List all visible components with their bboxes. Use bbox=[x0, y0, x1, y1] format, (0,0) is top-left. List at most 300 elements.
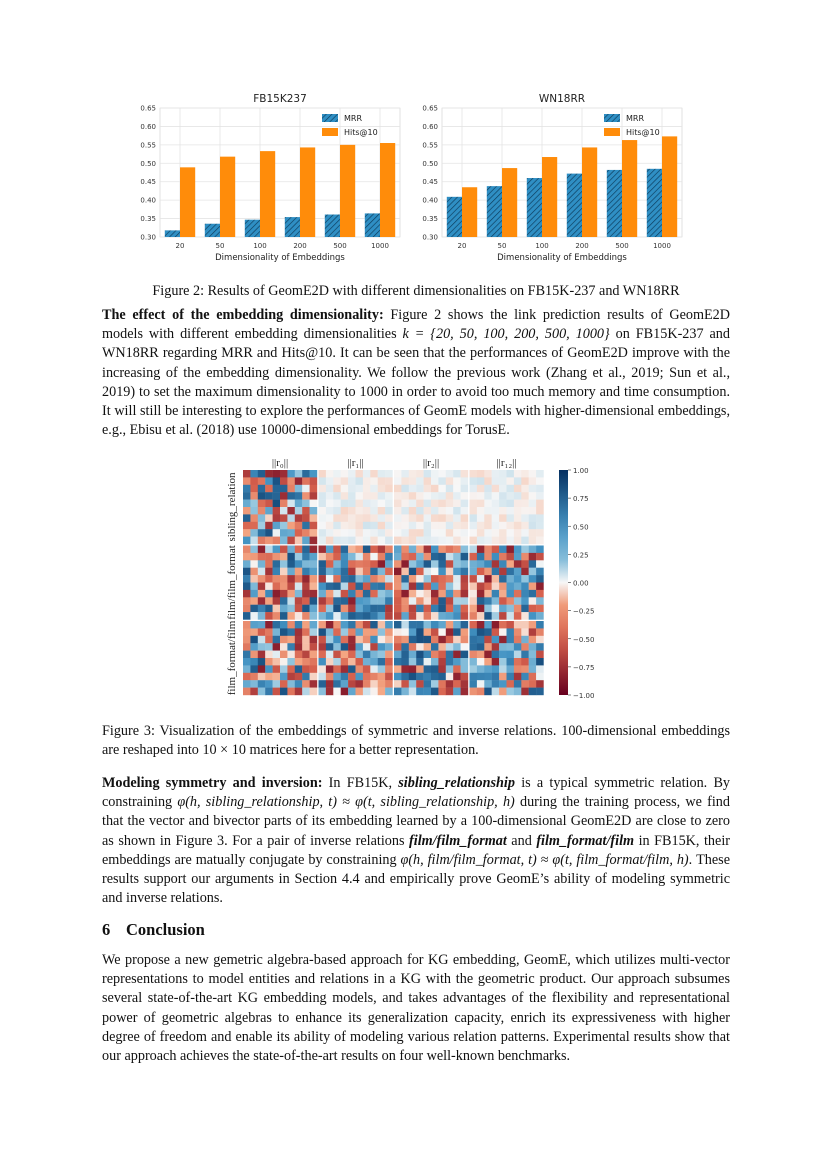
heatmap-cell bbox=[409, 658, 417, 666]
heatmap-cell bbox=[424, 537, 432, 545]
heatmap-cell bbox=[378, 665, 386, 673]
heatmap-cell bbox=[394, 514, 402, 522]
heatmap-cell bbox=[310, 605, 318, 613]
heatmap-cell bbox=[484, 612, 492, 620]
heatmap-cell bbox=[258, 680, 266, 688]
heatmap-column-label: ||r₁₂|| bbox=[496, 457, 517, 469]
heatmap-cell bbox=[484, 553, 492, 561]
heatmap-cell bbox=[453, 628, 461, 636]
heatmap-cell bbox=[424, 583, 432, 591]
heatmap-cell bbox=[409, 636, 417, 644]
heatmap-cell bbox=[370, 470, 378, 478]
heatmap-cell bbox=[341, 477, 349, 485]
heatmap-cell bbox=[461, 605, 469, 613]
heatmap-cell bbox=[258, 575, 266, 583]
heatmap-cell bbox=[514, 500, 522, 508]
heatmap-cell bbox=[273, 583, 281, 591]
heatmap-cell bbox=[273, 575, 281, 583]
heatmap-cell bbox=[507, 553, 515, 561]
heatmap-cell bbox=[438, 597, 446, 605]
heatmap-cell bbox=[401, 628, 409, 636]
heatmap-cell bbox=[280, 665, 288, 673]
heatmap-cell bbox=[536, 507, 544, 515]
heatmap-cell bbox=[536, 605, 544, 613]
heatmap-cell bbox=[416, 636, 424, 644]
heatmap-cell bbox=[416, 492, 424, 500]
legend-swatch-mrr bbox=[322, 114, 338, 122]
heatmap-cell bbox=[438, 522, 446, 530]
y-tick-label: 0.60 bbox=[422, 122, 438, 131]
heatmap-cell bbox=[250, 470, 258, 478]
heatmap-cell bbox=[521, 651, 529, 659]
heatmap-cell bbox=[258, 583, 266, 591]
heatmap-cell bbox=[477, 665, 485, 673]
heatmap-cell bbox=[341, 597, 349, 605]
heatmap-cell bbox=[470, 636, 478, 644]
heatmap-cell bbox=[484, 492, 492, 500]
heatmap-cell bbox=[265, 546, 273, 554]
heatmap-cell bbox=[477, 500, 485, 508]
heatmap-cell bbox=[258, 560, 266, 568]
heatmap-cell bbox=[326, 546, 334, 554]
heatmap-cell bbox=[492, 651, 500, 659]
heatmap-cell bbox=[409, 680, 417, 688]
x-tick-label: 500 bbox=[615, 242, 629, 250]
heatmap-cell bbox=[273, 651, 281, 659]
heatmap-cell bbox=[378, 470, 386, 478]
heatmap-cell bbox=[424, 680, 432, 688]
heatmap-cell bbox=[385, 605, 393, 613]
heatmap-cell bbox=[484, 477, 492, 485]
heatmap-cell bbox=[536, 500, 544, 508]
heatmap-cell bbox=[461, 507, 469, 515]
heatmap-cell bbox=[461, 583, 469, 591]
heatmap-cell bbox=[477, 485, 485, 493]
figure3-heatmap bbox=[225, 452, 595, 715]
heatmap-cell bbox=[250, 628, 258, 636]
heatmap-cell bbox=[273, 590, 281, 598]
heatmap-cell bbox=[492, 529, 500, 537]
heatmap-cell bbox=[536, 680, 544, 688]
heatmap-cell bbox=[348, 485, 356, 493]
heatmap-cell bbox=[431, 665, 439, 673]
heatmap-cell bbox=[356, 643, 364, 651]
heatmap-cell bbox=[499, 673, 507, 681]
heatmap-cell bbox=[529, 597, 537, 605]
heatmap-cell bbox=[409, 522, 417, 530]
heatmap-cell bbox=[348, 507, 356, 515]
heatmap-cell bbox=[258, 665, 266, 673]
heatmap-cell bbox=[514, 477, 522, 485]
heatmap-cell bbox=[378, 507, 386, 515]
heatmap-cell bbox=[453, 658, 461, 666]
heatmap-cell bbox=[378, 546, 386, 554]
heatmap-cell bbox=[521, 470, 529, 478]
math-symmetry: φ(h, sibling_relationship, t) ≈ φ(t, sibling_relationship, h) bbox=[177, 794, 515, 811]
heatmap-cell bbox=[514, 643, 522, 651]
heatmap-cell bbox=[470, 477, 478, 485]
heatmap-cell bbox=[378, 651, 386, 659]
heatmap-cell bbox=[470, 485, 478, 493]
heatmap-cell bbox=[499, 568, 507, 576]
heatmap-cell bbox=[273, 500, 281, 508]
heatmap-cell bbox=[484, 529, 492, 537]
heatmap-cell bbox=[363, 673, 371, 681]
heatmap-cell bbox=[273, 597, 281, 605]
heatmap-cell bbox=[295, 560, 303, 568]
heatmap-cell bbox=[484, 485, 492, 493]
heatmap-cell bbox=[470, 575, 478, 583]
heatmap-cell bbox=[409, 583, 417, 591]
heatmap-cell bbox=[363, 643, 371, 651]
heatmap-cell bbox=[319, 688, 327, 696]
heatmap-cell bbox=[370, 665, 378, 673]
heatmap-cell bbox=[363, 605, 371, 613]
heatmap-cell bbox=[461, 643, 469, 651]
heatmap-cell bbox=[453, 485, 461, 493]
heatmap-cell bbox=[492, 507, 500, 515]
x-tick-label: 20 bbox=[457, 242, 467, 250]
heatmap-cell bbox=[438, 553, 446, 561]
x-tick-label: 200 bbox=[575, 242, 589, 250]
heatmap-cell bbox=[258, 628, 266, 636]
heatmap-cell bbox=[484, 470, 492, 478]
heatmap-cell bbox=[378, 485, 386, 493]
heatmap-cell bbox=[514, 688, 522, 696]
heatmap-cell bbox=[250, 560, 258, 568]
heatmap-cell bbox=[333, 500, 341, 508]
x-axis-label: Dimensionality of Embeddings bbox=[497, 253, 627, 263]
x-tick-label: 50 bbox=[497, 242, 507, 250]
heatmap-cell bbox=[265, 597, 273, 605]
paragraph-lead: The effect of the embedding dimensionality: bbox=[102, 307, 384, 323]
heatmap-cell bbox=[378, 636, 386, 644]
heatmap-cell bbox=[295, 605, 303, 613]
heatmap-cell bbox=[250, 522, 258, 530]
heatmap-cell bbox=[370, 673, 378, 681]
heatmap-cell bbox=[416, 688, 424, 696]
heatmap-cell bbox=[514, 636, 522, 644]
heatmap-cell bbox=[295, 477, 303, 485]
heatmap-cell bbox=[477, 537, 485, 545]
heatmap-cell bbox=[431, 628, 439, 636]
heatmap-cell bbox=[370, 605, 378, 613]
heatmap-cell bbox=[514, 612, 522, 620]
heatmap-cell bbox=[446, 546, 454, 554]
heatmap-cell bbox=[385, 575, 393, 583]
y-tick-label: 0.45 bbox=[422, 178, 438, 187]
heatmap-cell bbox=[453, 605, 461, 613]
heatmap-cell bbox=[265, 529, 273, 537]
heatmap-cell bbox=[319, 658, 327, 666]
heatmap-cell bbox=[310, 597, 318, 605]
heatmap-cell bbox=[416, 658, 424, 666]
y-tick-label: 0.55 bbox=[140, 141, 156, 150]
heatmap-cell bbox=[310, 583, 318, 591]
heatmap-cell bbox=[507, 492, 515, 500]
heatmap-cell bbox=[310, 537, 318, 545]
heatmap-cell bbox=[424, 688, 432, 696]
heatmap-cell bbox=[394, 651, 402, 659]
heatmap-cell bbox=[521, 560, 529, 568]
heatmap-cell bbox=[295, 583, 303, 591]
heatmap-cell bbox=[521, 529, 529, 537]
heatmap-cell bbox=[401, 492, 409, 500]
heatmap-cell bbox=[536, 612, 544, 620]
heatmap-cell bbox=[280, 522, 288, 530]
heatmap-cell bbox=[416, 529, 424, 537]
heatmap-cell bbox=[370, 621, 378, 629]
bar-hits10 bbox=[662, 136, 677, 237]
heatmap-cell bbox=[319, 477, 327, 485]
heatmap-cell bbox=[319, 597, 327, 605]
heatmap-cell bbox=[385, 651, 393, 659]
heatmap-cell bbox=[370, 583, 378, 591]
heatmap-cell bbox=[401, 605, 409, 613]
heatmap-cell bbox=[492, 575, 500, 583]
heatmap-cell bbox=[438, 621, 446, 629]
heatmap-cell bbox=[394, 529, 402, 537]
heatmap-cell bbox=[287, 583, 295, 591]
heatmap-cell bbox=[431, 514, 439, 522]
heatmap-cell bbox=[356, 680, 364, 688]
heatmap-cell bbox=[499, 612, 507, 620]
heatmap-cell bbox=[310, 470, 318, 478]
heatmap-cell bbox=[409, 575, 417, 583]
heatmap-cell bbox=[326, 477, 334, 485]
heatmap-cell bbox=[394, 568, 402, 576]
heatmap-cell bbox=[250, 537, 258, 545]
heatmap-cell bbox=[258, 553, 266, 561]
bar-mrr bbox=[285, 217, 300, 237]
heatmap-cell bbox=[326, 597, 334, 605]
heatmap-cell bbox=[363, 568, 371, 576]
heatmap-cell bbox=[424, 575, 432, 583]
heatmap-cell bbox=[287, 597, 295, 605]
heatmap-cell bbox=[310, 643, 318, 651]
heatmap-cell bbox=[492, 553, 500, 561]
heatmap-cell bbox=[529, 680, 537, 688]
heatmap-cell bbox=[409, 546, 417, 554]
heatmap-cell bbox=[302, 568, 310, 576]
heatmap-cell bbox=[514, 628, 522, 636]
heatmap-cell bbox=[302, 628, 310, 636]
heatmap-cell bbox=[409, 485, 417, 493]
heatmap-cell bbox=[514, 514, 522, 522]
y-tick-label: 0.30 bbox=[422, 233, 438, 242]
heatmap-cell bbox=[536, 590, 544, 598]
heatmap-cell bbox=[243, 492, 251, 500]
heatmap-cell bbox=[348, 477, 356, 485]
heatmap-cell bbox=[385, 636, 393, 644]
heatmap-cell bbox=[333, 680, 341, 688]
heatmap-cell bbox=[250, 651, 258, 659]
heatmap-cell bbox=[348, 673, 356, 681]
heatmap-cell bbox=[258, 507, 266, 515]
heatmap-cell bbox=[363, 680, 371, 688]
heatmap-cell bbox=[424, 643, 432, 651]
heatmap-cell bbox=[250, 636, 258, 644]
heatmap-cell bbox=[438, 605, 446, 613]
heatmap-cell bbox=[470, 470, 478, 478]
heatmap-cell bbox=[287, 636, 295, 644]
heatmap-cell bbox=[258, 658, 266, 666]
heatmap-cell bbox=[363, 507, 371, 515]
heatmap-cell bbox=[536, 470, 544, 478]
heatmap-cell bbox=[394, 680, 402, 688]
heatmap-cell bbox=[363, 477, 371, 485]
heatmap-cell bbox=[401, 673, 409, 681]
heatmap-cell bbox=[287, 651, 295, 659]
heatmap-cell bbox=[529, 546, 537, 554]
heatmap-cell bbox=[529, 492, 537, 500]
heatmap-cell bbox=[310, 507, 318, 515]
heatmap-cell bbox=[385, 492, 393, 500]
heatmap-cell bbox=[438, 651, 446, 659]
heatmap-cell bbox=[431, 575, 439, 583]
heatmap-cell bbox=[378, 590, 386, 598]
heatmap-cell bbox=[470, 597, 478, 605]
heatmap-cell bbox=[484, 680, 492, 688]
heatmap-cell bbox=[280, 477, 288, 485]
heatmap-cell bbox=[363, 522, 371, 530]
heatmap-cell bbox=[431, 680, 439, 688]
heatmap-cell bbox=[363, 628, 371, 636]
heatmap-cell bbox=[453, 597, 461, 605]
heatmap-cell bbox=[484, 643, 492, 651]
heatmap-cell bbox=[265, 477, 273, 485]
heatmap-cell bbox=[310, 477, 318, 485]
heatmap-cell bbox=[273, 537, 281, 545]
heatmap-cell bbox=[461, 651, 469, 659]
heatmap-cell bbox=[499, 500, 507, 508]
heatmap-cell bbox=[295, 546, 303, 554]
heatmap-cell bbox=[333, 537, 341, 545]
heatmap-cell bbox=[438, 665, 446, 673]
heatmap-cell bbox=[363, 560, 371, 568]
heatmap-cell bbox=[326, 568, 334, 576]
heatmap-cell bbox=[409, 560, 417, 568]
heatmap-cell bbox=[521, 583, 529, 591]
legend-label-hits10: Hits@10 bbox=[344, 128, 378, 137]
heatmap-cell bbox=[521, 546, 529, 554]
heatmap-cell bbox=[424, 636, 432, 644]
heatmap-cell bbox=[470, 643, 478, 651]
heatmap-cell bbox=[319, 485, 327, 493]
heatmap-cell bbox=[333, 553, 341, 561]
heatmap-cell bbox=[477, 514, 485, 522]
heatmap-cell bbox=[295, 673, 303, 681]
heatmap-cell bbox=[484, 575, 492, 583]
heatmap-cell bbox=[302, 529, 310, 537]
heatmap-cell bbox=[280, 485, 288, 493]
heatmap-cell bbox=[341, 636, 349, 644]
heatmap-cell bbox=[363, 546, 371, 554]
heatmap-cell bbox=[378, 568, 386, 576]
heatmap-cell bbox=[521, 553, 529, 561]
heatmap-cell bbox=[302, 485, 310, 493]
heatmap-cell bbox=[453, 553, 461, 561]
heatmap-cell bbox=[453, 673, 461, 681]
heatmap-cell bbox=[409, 470, 417, 478]
heatmap-cell bbox=[409, 643, 417, 651]
heatmap-cell bbox=[514, 673, 522, 681]
heatmap-cell bbox=[438, 507, 446, 515]
heatmap-cell bbox=[243, 529, 251, 537]
heatmap-cell bbox=[394, 628, 402, 636]
heatmap-cell bbox=[514, 597, 522, 605]
heatmap-cell bbox=[507, 628, 515, 636]
heatmap-cell bbox=[250, 500, 258, 508]
heatmap-cell bbox=[333, 568, 341, 576]
heatmap-cell bbox=[507, 477, 515, 485]
heatmap-cell bbox=[453, 651, 461, 659]
chart-title: FB15K237 bbox=[253, 93, 307, 105]
heatmap-cell bbox=[319, 628, 327, 636]
heatmap-cell bbox=[529, 636, 537, 644]
heatmap-cell bbox=[302, 597, 310, 605]
heatmap-cell bbox=[409, 529, 417, 537]
heatmap-cell bbox=[333, 612, 341, 620]
heatmap-cell bbox=[514, 546, 522, 554]
heatmap-cell bbox=[536, 621, 544, 629]
heatmap-cell bbox=[453, 621, 461, 629]
heatmap-cell bbox=[385, 628, 393, 636]
heatmap-cell bbox=[356, 485, 364, 493]
heatmap-cell bbox=[409, 477, 417, 485]
heatmap-cell bbox=[529, 529, 537, 537]
heatmap-cell bbox=[341, 537, 349, 545]
heatmap-cell bbox=[265, 612, 273, 620]
heatmap-cell bbox=[484, 537, 492, 545]
heatmap-cell bbox=[319, 553, 327, 561]
heatmap-cell bbox=[477, 529, 485, 537]
heatmap-cell bbox=[370, 590, 378, 598]
heatmap-cell bbox=[287, 514, 295, 522]
heatmap-cell bbox=[409, 673, 417, 681]
heatmap-cell bbox=[243, 546, 251, 554]
heatmap-cell bbox=[356, 500, 364, 508]
x-tick-label: 100 bbox=[535, 242, 549, 250]
heatmap-cell bbox=[356, 688, 364, 696]
heatmap-cell bbox=[470, 665, 478, 673]
paragraph-text: and bbox=[506, 832, 537, 849]
heatmap-cell bbox=[341, 643, 349, 651]
heatmap-cell bbox=[280, 651, 288, 659]
heatmap-cell bbox=[280, 658, 288, 666]
heatmap-cell bbox=[295, 636, 303, 644]
heatmap-cell bbox=[529, 665, 537, 673]
heatmap-cell bbox=[470, 673, 478, 681]
heatmap-cell bbox=[341, 680, 349, 688]
legend-label-mrr: MRR bbox=[626, 114, 645, 123]
heatmap-cell bbox=[394, 500, 402, 508]
heatmap-cell bbox=[295, 643, 303, 651]
heatmap-cell bbox=[499, 507, 507, 515]
y-tick-label: 0.30 bbox=[140, 233, 156, 242]
heatmap-cell bbox=[401, 597, 409, 605]
heatmap-cell bbox=[348, 628, 356, 636]
heatmap-cell bbox=[431, 537, 439, 545]
heatmap-cell bbox=[302, 680, 310, 688]
heatmap-cell bbox=[319, 583, 327, 591]
heatmap-cell bbox=[438, 546, 446, 554]
heatmap-cell bbox=[499, 470, 507, 478]
bar-mrr bbox=[487, 186, 502, 237]
heatmap-cell bbox=[514, 621, 522, 629]
heatmap-cell bbox=[424, 500, 432, 508]
heatmap-cell bbox=[529, 514, 537, 522]
